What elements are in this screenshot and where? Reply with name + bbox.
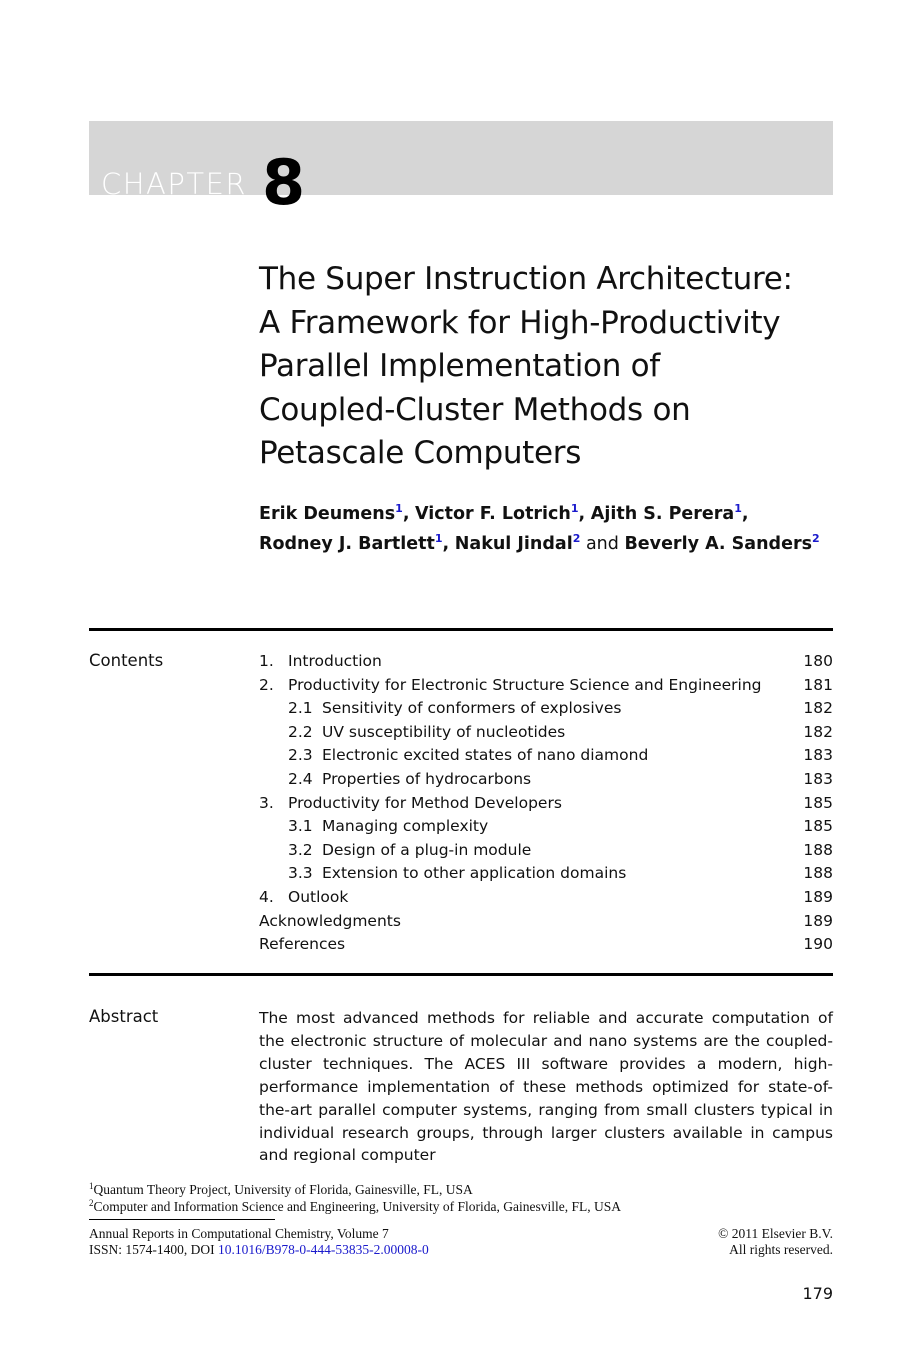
toc-entry[interactable]: 2.2 UV susceptibility of nucleotides 182 — [288, 722, 833, 741]
chapter-number: 8 — [262, 146, 306, 219]
abstract-text: The most advanced methods for reliable and accurate computation of the electronic structure of molecular and nano systems are the coupled-cluster techniques. The ACES III software provides a modern, high-performance implementation of these methods optimized for state-of-the-art parallel computer systems, ranging from small clusters typical in individual research groups, through larger clusters available in campus and regional computer — [259, 1009, 833, 1165]
doi-link[interactable]: 10.1016/B978-0-444-53835-2.00008-0 — [218, 1242, 429, 1257]
affiliation-link[interactable]: 2 — [572, 532, 581, 545]
toc-entry[interactable]: 3. Productivity for Method Developers 185 — [259, 793, 833, 812]
author-name: Victor F. Lotrich — [415, 504, 571, 524]
chapter-word: CHAPTER — [101, 167, 248, 201]
affiliation-link[interactable]: 1 — [395, 502, 403, 515]
page-number: 179 — [802, 1284, 833, 1303]
author-list — [259, 499, 849, 559]
affiliation-link[interactable]: 2 — [812, 532, 820, 545]
title-line: The Super Instruction Architecture: — [259, 261, 793, 297]
author-name: Erik Deumens — [259, 504, 396, 524]
affiliation-link[interactable]: 1 — [434, 532, 443, 545]
author-name: Rodney J. Bartlett — [259, 534, 435, 554]
author-name: Beverly A. Sanders — [624, 534, 812, 554]
journal-info: Annual Reports in Computational Chemistry, Volume 7 — [89, 1226, 389, 1241]
author-and: and — [585, 534, 619, 554]
affiliation-link[interactable]: 1 — [734, 502, 742, 515]
contents-bottom-rule — [89, 973, 833, 976]
abstract-label: Abstract — [89, 1007, 159, 1026]
toc-entry[interactable]: 2.1 Sensitivity of conformers of explosives 182 — [288, 699, 833, 718]
author-name: Nakul Jindal — [454, 534, 573, 554]
issn-doi: ISSN: 1574-1400, DOI 10.1016/B978-0-444-53835-2.00008-0 — [89, 1242, 429, 1257]
author-line: Rodney J. Bartlett$^1$, Nakul Jindal$^2$ and Beverly A. Sanders$^2$ — [259, 532, 820, 554]
table-of-contents — [259, 650, 833, 957]
contents-top-rule — [89, 628, 833, 631]
title-line: Parallel Implementation of — [259, 348, 660, 384]
title-line: A Framework for High-Productivity — [259, 304, 781, 341]
contents-label: Contents — [89, 651, 164, 670]
toc-entry[interactable]: 2.4 Properties of hydrocarbons 183 — [288, 769, 833, 788]
chapter-title — [259, 258, 829, 476]
rights: All rights reserved. — [729, 1242, 833, 1257]
toc-entry[interactable]: 2. Productivity for Electronic Structure Science and Engineering 181 — [259, 675, 833, 694]
toc-entry[interactable]: 2.3 Electronic excited states of nano diamond 183 — [288, 746, 833, 765]
footer-rule — [89, 1219, 275, 1220]
author-line: Erik Deumens$^1$, Victor F. Lotrich$^1$, Ajith S. Perera$^1$, — [259, 502, 749, 524]
affiliation-link[interactable]: 1 — [570, 502, 579, 515]
footnote-2: $^2$Computer and Information Science and Engineering, University of Florida, Gainesville, FL, USA — [89, 1198, 622, 1214]
toc-entry[interactable]: 1. Introduction 180 — [259, 652, 833, 670]
author-name: Ajith S. Perera — [590, 504, 735, 524]
title-line: Petascale Computers — [259, 435, 582, 471]
title-line: Coupled-Cluster Methods on — [259, 391, 691, 428]
copyright: © 2011 Elsevier B.V. — [718, 1226, 833, 1241]
toc-entry[interactable]: 3.3 Extension to other application domains 188 — [288, 864, 833, 883]
footnote-1: $^1$Quantum Theory Project, University of Florida, Gainesville, FL, USA — [89, 1181, 473, 1197]
toc-entry[interactable]: 4. Outlook 189 — [259, 887, 833, 906]
toc-entry[interactable]: References 190 — [259, 935, 833, 954]
toc-entry[interactable]: Acknowledgments 189 — [259, 911, 833, 930]
toc-entry[interactable]: 3.1 Managing complexity 185 — [288, 817, 833, 836]
toc-entry[interactable]: 3.2 Design of a plug-in module 188 — [288, 840, 833, 859]
